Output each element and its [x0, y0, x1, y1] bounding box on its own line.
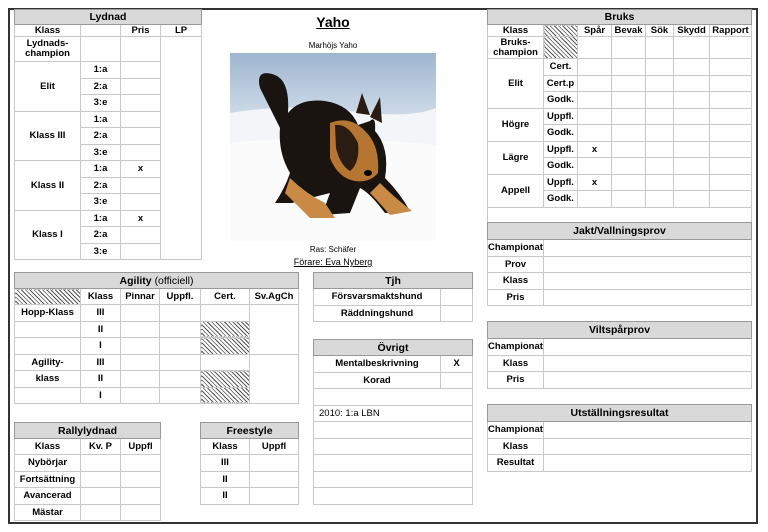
empty-cell	[160, 371, 201, 388]
agility-header-pinnar: Pinnar	[121, 289, 160, 305]
empty-cell	[15, 321, 81, 338]
lydnad-place: 2:a	[81, 78, 121, 95]
bruks-header-rapport: Rapport	[710, 25, 752, 37]
jakt-title: Jakt/Vallningsprov	[488, 223, 752, 240]
empty-cell	[201, 354, 250, 371]
agility-class: II	[81, 371, 121, 388]
lydnad-pris	[121, 227, 161, 244]
bruks-table	[487, 9, 752, 224]
empty-cell	[250, 455, 299, 472]
bruks-header-hatch	[544, 25, 578, 37]
bruks-spar	[578, 75, 612, 92]
empty-cell	[710, 108, 752, 125]
bruks-group-hogre: Högre	[488, 108, 544, 141]
empty-cell	[646, 75, 674, 92]
lydnad-header-place	[81, 25, 121, 37]
empty-cell	[441, 289, 473, 306]
vilt-row-label: Championat	[488, 339, 544, 356]
rally-row-label: Nybörjar	[15, 455, 81, 472]
rally-header-kvp: Kv. P	[81, 439, 121, 455]
lydnad-pris	[121, 243, 161, 260]
bruks-row-label: Uppfl.	[544, 174, 578, 191]
lydnad-pris	[121, 111, 161, 128]
empty-cell	[314, 455, 473, 472]
tjh-table	[313, 272, 473, 322]
bruks-row-label: Godk.	[544, 191, 578, 208]
tjh-row-label: Räddningshund	[314, 305, 441, 322]
agility-class: III	[81, 354, 121, 371]
dog-kennel-name: Marhöjs Yaho	[308, 41, 358, 50]
lydnad-pris	[121, 62, 161, 79]
empty-cell	[674, 125, 710, 142]
empty-cell	[314, 422, 473, 439]
ovrigt-note: 2010: 1:a LBN	[314, 405, 473, 422]
empty-cell	[544, 240, 752, 257]
empty-cell	[646, 108, 674, 125]
empty-cell	[15, 338, 81, 355]
empty-cell	[160, 387, 201, 404]
bruks-group-appell: Appell	[488, 174, 544, 207]
bruks-header-skydd: Skydd	[674, 25, 710, 37]
empty-cell	[544, 372, 752, 389]
rallylydnad-table	[14, 422, 161, 521]
jakt-row-label: Championat	[488, 240, 544, 257]
empty-cell	[612, 174, 646, 191]
bruks-title: Bruks	[488, 10, 752, 25]
freestyle-row-label: II	[201, 488, 250, 505]
empty-cell	[81, 504, 121, 521]
lydnad-header-pris: Pris	[121, 25, 161, 37]
freestyle-row-label: III	[201, 455, 250, 472]
lydnad-place: 2:a	[81, 177, 121, 194]
empty-cell	[121, 488, 161, 505]
dog-handler: Förare: Eva Nyberg	[293, 257, 373, 267]
lydnad-class-elit: Elit	[15, 62, 81, 112]
viltspar-table	[487, 321, 752, 389]
empty-cell	[674, 158, 710, 175]
empty-cell	[121, 321, 160, 338]
bruks-spar	[578, 59, 612, 76]
freestyle-title: Freestyle	[201, 423, 299, 439]
lydnad-pris	[121, 95, 161, 112]
bruks-spar	[578, 108, 612, 125]
dog-name: Yaho	[316, 14, 350, 30]
jakt-row-label: Prov	[488, 256, 544, 273]
bruks-spar	[578, 158, 612, 175]
rally-row-label: Avancerad	[15, 488, 81, 505]
bruks-header-sok: Sök	[646, 25, 674, 37]
bruks-header-spar: Spår	[578, 25, 612, 37]
lydnad-pris	[121, 144, 161, 161]
bruks-spar: x	[578, 141, 612, 158]
viltspar-title: Viltspårprov	[488, 322, 752, 339]
agility-header-uppfl: Uppfl.	[160, 289, 201, 305]
agility-class: I	[81, 338, 121, 355]
empty-cell	[544, 438, 752, 455]
lydnad-lp-cell	[161, 37, 202, 260]
empty-cell	[121, 305, 160, 322]
empty-cell	[646, 59, 674, 76]
ovrigt-row-label: Mentalbeskrivning	[314, 356, 441, 373]
empty-cell	[544, 355, 752, 372]
empty-cell	[81, 471, 121, 488]
empty-cell	[674, 174, 710, 191]
vilt-row-label: Pris	[488, 372, 544, 389]
empty-cell	[201, 387, 250, 404]
agility-hopp-label: Hopp-Klass	[15, 305, 81, 322]
empty-cell	[646, 92, 674, 109]
lydnad-place: 3:e	[81, 194, 121, 211]
empty-cell	[612, 92, 646, 109]
jakt-row-label: Pris	[488, 289, 544, 306]
lydnad-champion-label: Lydnads-champion	[15, 37, 81, 62]
empty-cell	[250, 471, 299, 488]
bruks-header-klass: Klass	[488, 25, 544, 37]
agility-agility-label-1: Agility-	[15, 354, 81, 371]
empty-cell	[121, 338, 160, 355]
empty-cell	[250, 488, 299, 505]
empty-cell	[201, 321, 250, 338]
empty-cell	[201, 305, 250, 322]
agility-title	[15, 273, 299, 289]
freestyle-table	[200, 422, 299, 505]
rally-row-label: Fortsättning	[15, 471, 81, 488]
empty-cell	[250, 354, 299, 404]
lydnad-class-ii: Klass II	[15, 161, 81, 211]
empty-cell	[121, 354, 160, 371]
lydnad-pris	[121, 177, 161, 194]
bruks-row-label: Godk.	[544, 158, 578, 175]
empty-cell	[544, 339, 752, 356]
empty-cell	[710, 92, 752, 109]
empty-cell	[612, 125, 646, 142]
agility-header-hatch	[15, 289, 81, 305]
empty-cell	[314, 488, 473, 505]
empty-cell	[314, 389, 473, 406]
empty-cell	[544, 273, 752, 290]
empty-cell	[674, 108, 710, 125]
dog-breed: Ras: Schäfer	[309, 245, 357, 254]
dog-photo	[230, 53, 436, 241]
empty-cell	[674, 92, 710, 109]
ovrigt-table	[313, 339, 473, 505]
agility-class: I	[81, 387, 121, 404]
empty-cell	[646, 141, 674, 158]
empty-cell	[81, 488, 121, 505]
ovrigt-row-label: Korad	[314, 372, 441, 389]
bruks-spar: x	[578, 174, 612, 191]
empty-cell	[544, 455, 752, 472]
vilt-row-label: Klass	[488, 355, 544, 372]
lydnad-place: 2:a	[81, 227, 121, 244]
empty-cell	[710, 75, 752, 92]
bruks-row-label: Godk.	[544, 92, 578, 109]
bruks-header-bevak: Bevak	[612, 25, 646, 37]
empty-cell	[710, 141, 752, 158]
empty-cell	[121, 371, 160, 388]
empty-cell	[544, 256, 752, 273]
empty-cell	[201, 371, 250, 388]
empty-cell	[710, 158, 752, 175]
empty-cell	[674, 75, 710, 92]
bruks-champion-label: Bruks-champion	[488, 37, 544, 59]
agility-header-klass: Klass	[81, 289, 121, 305]
tjh-title: Tjh	[314, 273, 473, 289]
lydnad-place: 3:e	[81, 243, 121, 260]
agility-header-svagch: Sv.AgCh	[250, 289, 299, 305]
lydnad-pris: x	[121, 210, 161, 227]
empty-cell	[646, 158, 674, 175]
empty-cell	[160, 321, 201, 338]
empty-cell	[612, 141, 646, 158]
jakt-row-label: Klass	[488, 273, 544, 290]
empty-cell	[160, 338, 201, 355]
tjh-row-label: Försvarsmaktshund	[314, 289, 441, 306]
utst-row-label: Resultat	[488, 455, 544, 472]
lydnad-place: 1:a	[81, 111, 121, 128]
ovrigt-row-value: X	[441, 356, 473, 373]
empty-cell	[612, 108, 646, 125]
empty-cell	[441, 305, 473, 322]
empty-cell	[121, 455, 161, 472]
bruks-row-label: Uppfl.	[544, 141, 578, 158]
empty-cell	[314, 438, 473, 455]
lydnad-place: 1:a	[81, 210, 121, 227]
empty-cell	[674, 191, 710, 208]
lydnad-pris	[121, 78, 161, 95]
lydnad-table	[14, 9, 202, 260]
empty-cell	[710, 125, 752, 142]
empty-cell	[121, 504, 161, 521]
ovrigt-row-value	[441, 372, 473, 389]
freestyle-header-uppfl: Uppfl	[250, 439, 299, 455]
jakt-table	[487, 222, 752, 306]
empty-cell	[612, 191, 646, 208]
agility-title-suffix: (officiell)	[154, 274, 194, 287]
empty-cell	[160, 305, 201, 322]
bruks-group-elit: Elit	[488, 59, 544, 109]
bruks-row-label: Cert.	[544, 59, 578, 76]
ovrigt-title: Övrigt	[314, 340, 473, 356]
rally-row-label: Mästar	[15, 504, 81, 521]
lydnad-pris: x	[121, 161, 161, 178]
empty-cell	[544, 422, 752, 439]
german-shepherd-image	[230, 53, 436, 241]
empty-cell	[250, 305, 299, 355]
empty-cell	[646, 191, 674, 208]
empty-cell	[710, 174, 752, 191]
bruks-row-label: Cert.p	[544, 75, 578, 92]
lydnad-pris	[121, 194, 161, 211]
lydnad-header-klass: Klass	[15, 25, 81, 37]
empty-cell	[612, 59, 646, 76]
empty-cell	[612, 75, 646, 92]
freestyle-header-klass: Klass	[201, 439, 250, 455]
agility-class: II	[81, 321, 121, 338]
empty-cell	[160, 354, 201, 371]
bruks-row-label: Godk.	[544, 125, 578, 142]
agility-header-cert: Cert.	[201, 289, 250, 305]
lydnad-place: 1:a	[81, 161, 121, 178]
empty-cell	[544, 289, 752, 306]
empty-cell	[646, 174, 674, 191]
bruks-spar	[578, 191, 612, 208]
bruks-group-lagre: Lägre	[488, 141, 544, 174]
empty-cell	[612, 158, 646, 175]
utstallning-table	[487, 404, 752, 472]
empty-cell	[81, 455, 121, 472]
utstallning-title: Utställningsresultat	[488, 405, 752, 422]
agility-title-text: Agility	[119, 274, 152, 287]
lydnad-place: 3:e	[81, 144, 121, 161]
agility-agility-label-2: klass	[15, 371, 81, 388]
rally-header-uppfl: Uppfl	[121, 439, 161, 455]
empty-cell	[121, 471, 161, 488]
empty-cell	[674, 141, 710, 158]
bruks-row-label: Uppfl.	[544, 108, 578, 125]
empty-cell	[710, 191, 752, 208]
lydnad-header-lp: LP	[161, 25, 202, 37]
agility-table	[14, 272, 299, 404]
lydnad-place: 3:e	[81, 95, 121, 112]
rally-header-klass: Klass	[15, 439, 81, 455]
empty-cell	[121, 387, 160, 404]
empty-cell	[15, 387, 81, 404]
bruks-spar	[578, 125, 612, 142]
lydnad-class-iii: Klass III	[15, 111, 81, 161]
utst-row-label: Championat	[488, 422, 544, 439]
rally-title: Rallylydnad	[15, 423, 161, 439]
freestyle-row-label: II	[201, 471, 250, 488]
lydnad-title: Lydnad	[15, 10, 202, 25]
bruks-spar	[578, 92, 612, 109]
lydnad-class-i: Klass I	[15, 210, 81, 260]
agility-class: III	[81, 305, 121, 322]
empty-cell	[646, 125, 674, 142]
empty-cell	[201, 338, 250, 355]
lydnad-place: 1:a	[81, 62, 121, 79]
empty-cell	[674, 59, 710, 76]
lydnad-place: 2:a	[81, 128, 121, 145]
empty-cell	[314, 471, 473, 488]
lydnad-pris	[121, 128, 161, 145]
utst-row-label: Klass	[488, 438, 544, 455]
empty-cell	[710, 59, 752, 76]
